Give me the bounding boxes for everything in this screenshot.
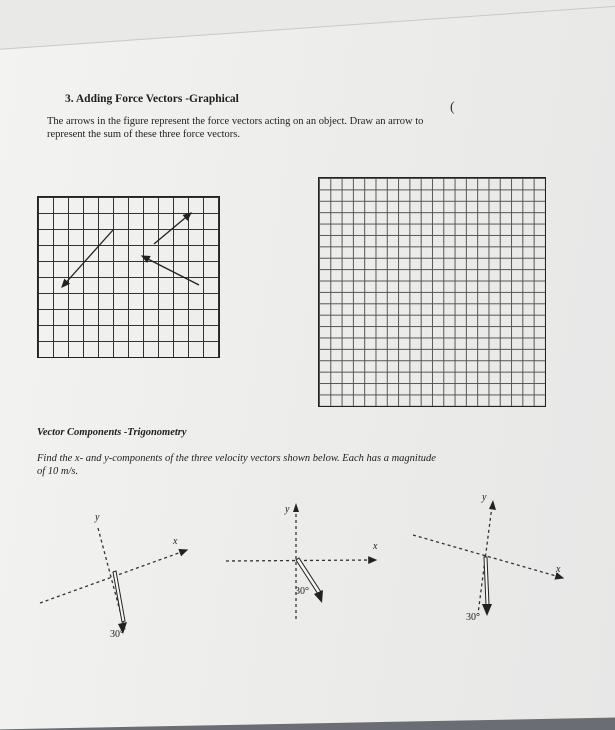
y-label-1: y xyxy=(95,512,100,523)
angle-label-1: 30° xyxy=(110,629,124,640)
force-vector-3 xyxy=(142,256,199,285)
section2-instructions: Find the x- and y-components of the three velocity vectors shown below. Each has a magnitude of 10 m/s. xyxy=(37,453,436,477)
velocity-diagram-1 xyxy=(40,512,187,640)
velocity-diagram-2 xyxy=(226,503,378,620)
force-vector-1 xyxy=(62,230,113,287)
x-label-2: x xyxy=(373,541,378,552)
angle-label-3: 30° xyxy=(466,612,480,623)
velocity-vector-1 xyxy=(113,571,125,622)
velocity-vector-3 xyxy=(484,557,489,605)
y-label-2: y xyxy=(285,504,290,515)
pen-mark: ( xyxy=(450,100,455,115)
instructions-text: The arrows in the figure represent the force vectors acting on an object. Draw an arrow to represent the sum of these three force vectors. xyxy=(47,116,424,140)
section-heading: 3. Adding Force Vectors -Graphical xyxy=(65,93,239,105)
angle-label-2: 30° xyxy=(295,586,309,597)
force-vector-2 xyxy=(154,213,191,244)
velocity-diagram-3 xyxy=(413,492,563,623)
x-label-3: x xyxy=(556,564,561,575)
section2-title: Vector Components -Trigonometry xyxy=(37,427,187,438)
x-label-1: x xyxy=(173,536,178,547)
y-label-3: y xyxy=(482,492,487,503)
